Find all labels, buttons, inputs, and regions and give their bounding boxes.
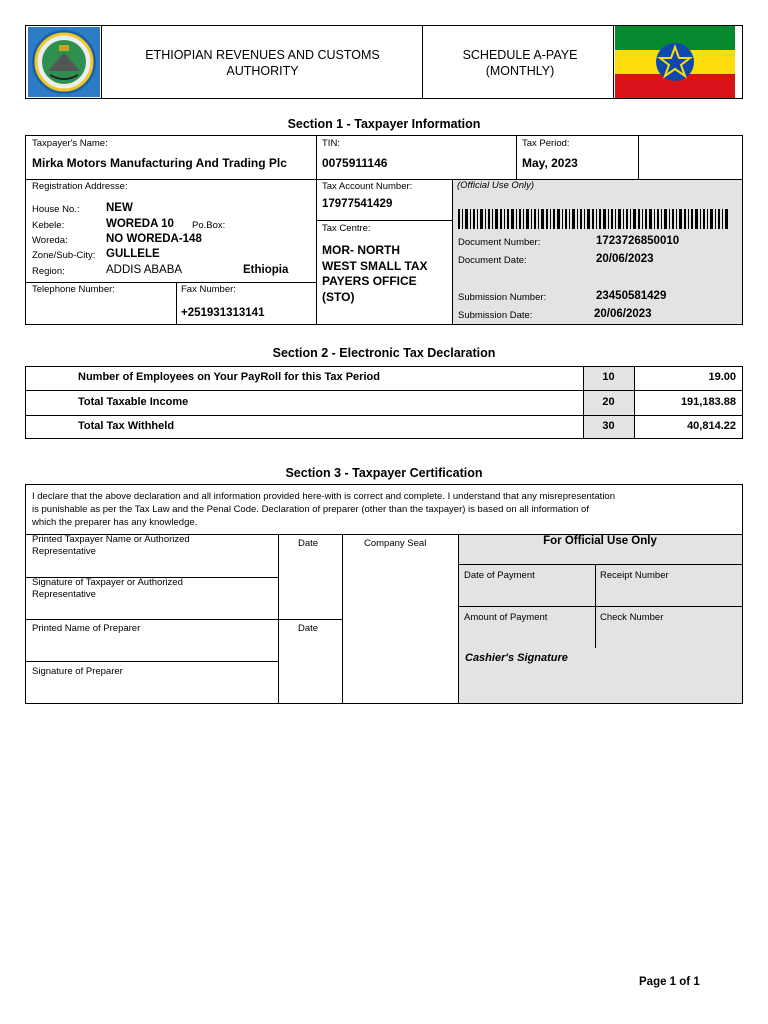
section2-title: Section 2 - Electronic Tax Declaration bbox=[272, 346, 496, 360]
tax-centre-value: MOR- NORTH WEST SMALL TAX PAYERS OFFICE (STO) bbox=[322, 243, 428, 304]
country-value: Ethiopia bbox=[243, 264, 289, 276]
region-value: ADDIS ABABA bbox=[106, 264, 183, 276]
amount-of-payment-label: Amount of Payment bbox=[464, 612, 548, 623]
zone-label: Zone/Sub-City: bbox=[32, 250, 96, 261]
tax-period-value: May, 2023 bbox=[522, 156, 578, 170]
registration-address-label: Registration Addresse: bbox=[32, 181, 128, 192]
cashier-signature-label: Cashier's Signature bbox=[465, 652, 568, 664]
printed-preparer-label: Printed Name of Preparer bbox=[32, 623, 141, 634]
row-label: Total Taxable Income bbox=[78, 396, 189, 408]
authority-title: ETHIOPIAN REVENUES AND CUSTOMS AUTHORITY bbox=[145, 48, 380, 78]
taxpayer-date-label: Date bbox=[298, 538, 319, 549]
submission-number-label: Submission Number: bbox=[458, 292, 547, 303]
document-date-value: 20/06/2023 bbox=[596, 253, 654, 265]
schedule-name: SCHEDULE A-PAYE bbox=[462, 48, 578, 62]
preparer-signature-label: Signature of Preparer bbox=[32, 666, 123, 677]
row-code: 20 bbox=[602, 396, 615, 408]
receipt-number-label: Receipt Number bbox=[600, 570, 669, 581]
taxpayer-name-value: Mirka Motors Manufacturing And Trading Plc bbox=[32, 156, 287, 170]
tax-period-label: Tax Period: bbox=[522, 138, 570, 149]
row-value: 191,183.88 bbox=[680, 396, 736, 408]
row-code: 10 bbox=[602, 371, 615, 383]
official-use-only-title: For Official Use Only bbox=[543, 535, 657, 547]
official-use-label: (Official Use Only) bbox=[457, 180, 535, 191]
section1-title: Section 1 - Taxpayer Information bbox=[287, 117, 481, 131]
check-number-label: Check Number bbox=[600, 612, 664, 623]
printed-taxpayer-name-label: Printed Taxpayer Name or Authorized Representative bbox=[32, 534, 190, 557]
submission-number-value: 23450581429 bbox=[596, 290, 667, 302]
row-value: 19.00 bbox=[708, 371, 736, 383]
document-number-label: Document Number: bbox=[458, 237, 541, 248]
woreda-label: Woreda: bbox=[32, 235, 68, 246]
fax-value: +251931313141 bbox=[181, 307, 265, 319]
kebele-label: Kebele: bbox=[32, 220, 65, 231]
taxpayer-name-label: Taxpayer's Name: bbox=[32, 138, 108, 149]
preparer-date-label: Date bbox=[298, 623, 319, 634]
pobox-label: Po.Box: bbox=[192, 220, 226, 231]
row-value: 40,814.22 bbox=[687, 420, 736, 432]
tax-account-value: 17977541429 bbox=[322, 198, 393, 210]
fax-label: Fax Number: bbox=[181, 284, 236, 295]
region-label: Region: bbox=[32, 266, 65, 277]
barcode-icon bbox=[458, 209, 730, 229]
ethiopian-flag-icon bbox=[615, 26, 735, 98]
woreda-value: NO WOREDA-148 bbox=[106, 233, 202, 245]
row-label: Number of Employees on Your PayRoll for this Tax Period bbox=[78, 371, 380, 383]
document-date-label: Document Date: bbox=[458, 255, 527, 266]
declaration-text: I declare that the above declaration and all information provided here-with is correct and complete. I understand that any misrepresentation is punishable as per the Tax Law and the Penal Code. Declaration of preparer (other than the taxpayer) is based on all information of which the preparer has any knowledge. bbox=[32, 491, 615, 528]
schedule-title bbox=[435, 47, 605, 79]
telephone-label: Telephone Number: bbox=[32, 284, 115, 295]
submission-date-value: 20/06/2023 bbox=[594, 308, 652, 320]
tin-label: TIN: bbox=[322, 138, 340, 149]
row-label: Total Tax Withheld bbox=[78, 420, 175, 432]
taxpayer-signature-label: Signature of Taxpayer or Authorized Representative bbox=[32, 577, 183, 600]
erca-logo-icon bbox=[28, 27, 100, 97]
company-seal-label: Company Seal bbox=[364, 538, 427, 549]
house-no-label: House No.: bbox=[32, 204, 80, 215]
tin-value: 0075911146 bbox=[322, 156, 388, 170]
row-code: 30 bbox=[602, 420, 615, 432]
page-number: Page 1 of 1 bbox=[639, 976, 700, 988]
section3-title: Section 3 - Taxpayer Certification bbox=[285, 466, 483, 480]
date-of-payment-label: Date of Payment bbox=[464, 570, 535, 581]
document-number-value: 1723726850010 bbox=[596, 235, 680, 247]
zone-value: GULLELE bbox=[106, 248, 160, 260]
tax-centre-label: Tax Centre: bbox=[322, 223, 371, 234]
tax-account-label: Tax Account Number: bbox=[322, 181, 413, 192]
kebele-value: WOREDA 10 bbox=[106, 218, 174, 230]
house-no-value: NEW bbox=[106, 202, 133, 214]
submission-date-label: Submission Date: bbox=[458, 310, 533, 321]
schedule-frequency: (MONTHLY) bbox=[485, 64, 555, 78]
